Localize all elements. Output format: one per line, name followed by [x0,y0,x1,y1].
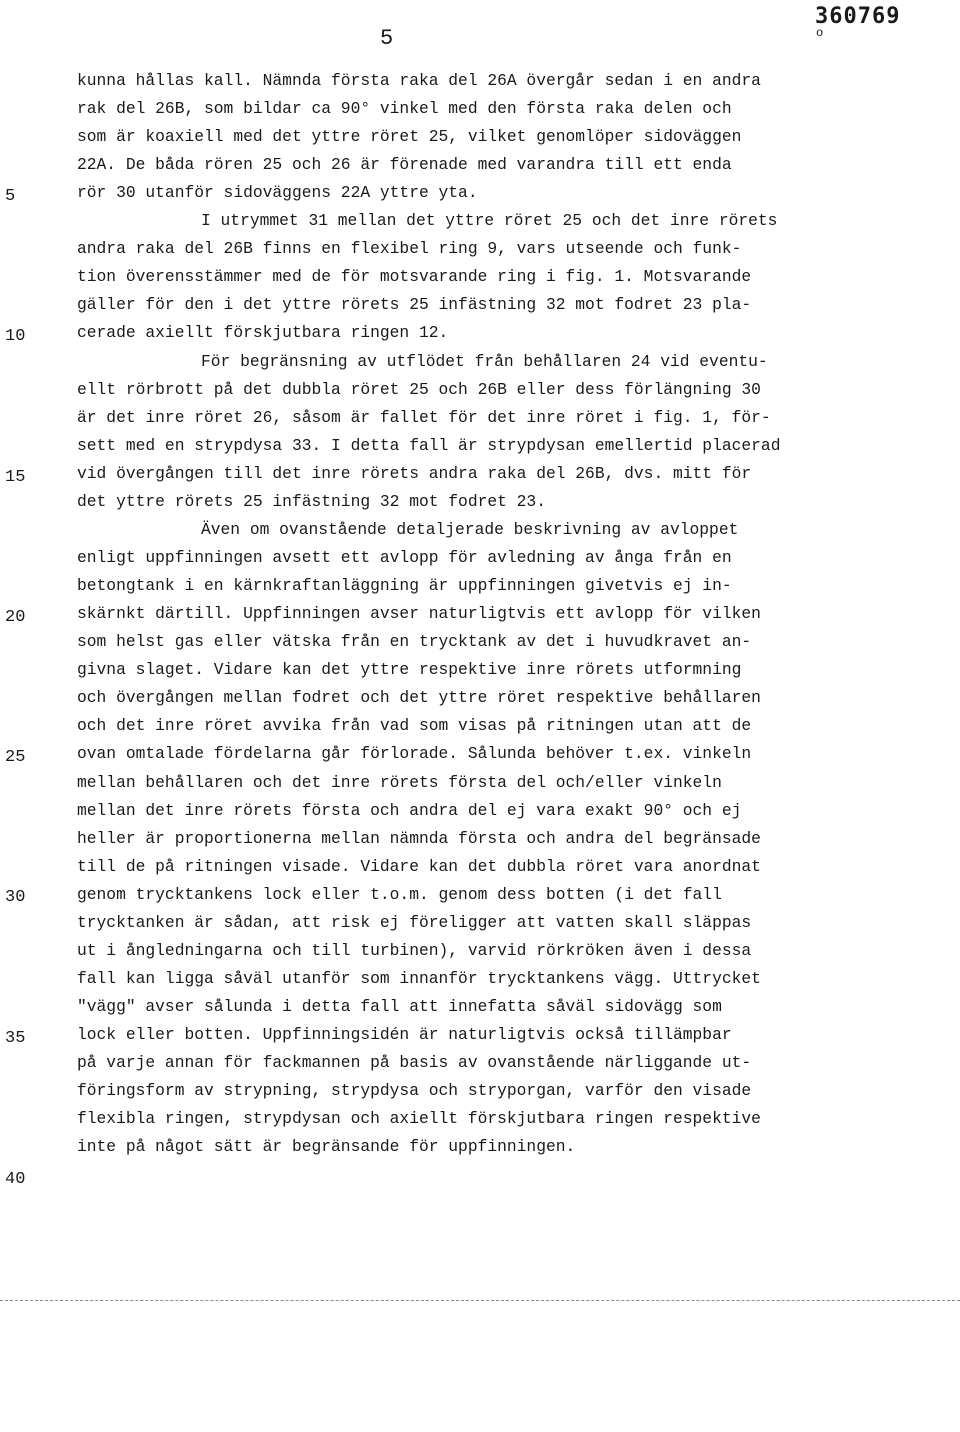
line-number: 40 [5,1170,26,1189]
text-line: 22A. De båda rören 25 och 26 är förenade med varandra till ett enda [77,155,732,174]
text-line: det yttre rörets 25 infästning 32 mot fodret 23. [77,492,546,511]
text-line: och övergången mellan fodret och det yttre röret respektive behållaren [77,688,761,707]
text-line: I utrymmet 31 mellan det yttre röret 25 och det inre rörets [201,211,778,230]
text-line: kunna hållas kall. Nämnda första raka del 26A övergår sedan i en andra [77,71,761,90]
patent-number: 360769 [815,4,901,29]
text-line: betongtank i en kärnkraftanläggning är uppfinningen givetvis ej in- [77,576,732,595]
text-line: som helst gas eller vätska från en trycktank av det i huvudkravet an- [77,632,752,651]
text-line: vid övergången till det inre rörets andra raka del 26B, dvs. mitt för [77,464,752,483]
text-line: som är koaxiell med det yttre röret 25, vilket genomlöper sidoväggen [77,127,742,146]
patent-number-suffix: o [816,26,824,40]
text-line: till de på ritningen visade. Vidare kan det dubbla röret vara anordnat [77,857,761,876]
line-number: 10 [5,327,26,346]
text-line: trycktanken är sådan, att risk ej föreligger att vatten skall släppas [77,913,752,932]
text-line: föringsform av strypning, strypdysa och stryporgan, varför den visade [77,1081,752,1100]
text-line: "vägg" avser sålunda i detta fall att innefatta såväl sidovägg som [77,997,722,1016]
text-line: mellan det inre rörets första och andra del ej vara exakt 90° och ej [77,801,742,820]
text-line: För begränsning av utflödet från behållaren 24 vid eventu- [201,352,768,371]
line-number: 15 [5,468,26,487]
text-line: fall kan ligga såväl utanför som innanför trycktankens vägg. Uttrycket [77,969,761,988]
text-line: Även om ovanstående detaljerade beskrivning av avloppet [201,520,739,539]
text-line: ovan omtalade fördelarna går förlorade. Sålunda behöver t.ex. vinkeln [77,744,752,763]
page-number: 5 [380,26,394,51]
text-line: ellt rörbrott på det dubbla röret 25 och 26B eller dess förlängning 30 [77,380,761,399]
text-line: genom trycktankens lock eller t.o.m. genom dess botten (i det fall [77,885,722,904]
text-line: flexibla ringen, strypdysan och axiellt förskjutbara ringen respektive [77,1109,761,1128]
text-line: och det inre röret avvika från vad som visas på ritningen utan att de [77,716,752,735]
line-number: 5 [5,187,16,206]
line-number: 35 [5,1029,26,1048]
text-line: andra raka del 26B finns en flexibel ring 9, vars utseende och funk- [77,239,742,258]
text-line: sett med en strypdysa 33. I detta fall är strypdysan emellertid placerad [77,436,781,455]
line-number: 20 [5,608,26,627]
text-line: på varje annan för fackmannen på basis av ovanstående närliggande ut- [77,1053,752,1072]
text-line: ut i ångledningarna och till turbinen), varvid rörkröken även i dessa [77,941,752,960]
text-line: lock eller botten. Uppfinningsidén är naturligtvis också tillämpbar [77,1025,732,1044]
text-line: skärnkt därtill. Uppfinningen avser naturligtvis ett avlopp för vilken [77,604,761,623]
text-line: cerade axiellt förskjutbara ringen 12. [77,323,449,342]
text-line: gäller för den i det yttre rörets 25 infästning 32 mot fodret 23 pla- [77,295,752,314]
line-number: 25 [5,748,26,767]
text-line: tion överensstämmer med de för motsvarande ring i fig. 1. Motsvarande [77,267,752,286]
text-line: rör 30 utanför sidoväggens 22A yttre yta. [77,183,478,202]
text-line: rak del 26B, som bildar ca 90° vinkel med den första raka delen och [77,99,732,118]
text-line: mellan behållaren och det inre rörets första del och/eller vinkeln [77,773,722,792]
text-line: är det inre röret 26, såsom är fallet för det inre röret i fig. 1, för- [77,408,771,427]
text-line: inte på något sätt är begränsande för uppfinningen. [77,1137,576,1156]
bottom-rule [0,1300,960,1301]
text-line: enligt uppfinningen avsett ett avlopp för avledning av ånga från en [77,548,732,567]
text-line: givna slaget. Vidare kan det yttre respektive inre rörets utformning [77,660,742,679]
line-number: 30 [5,888,26,907]
text-line: heller är proportionerna mellan nämnda första och andra del begränsade [77,829,761,848]
